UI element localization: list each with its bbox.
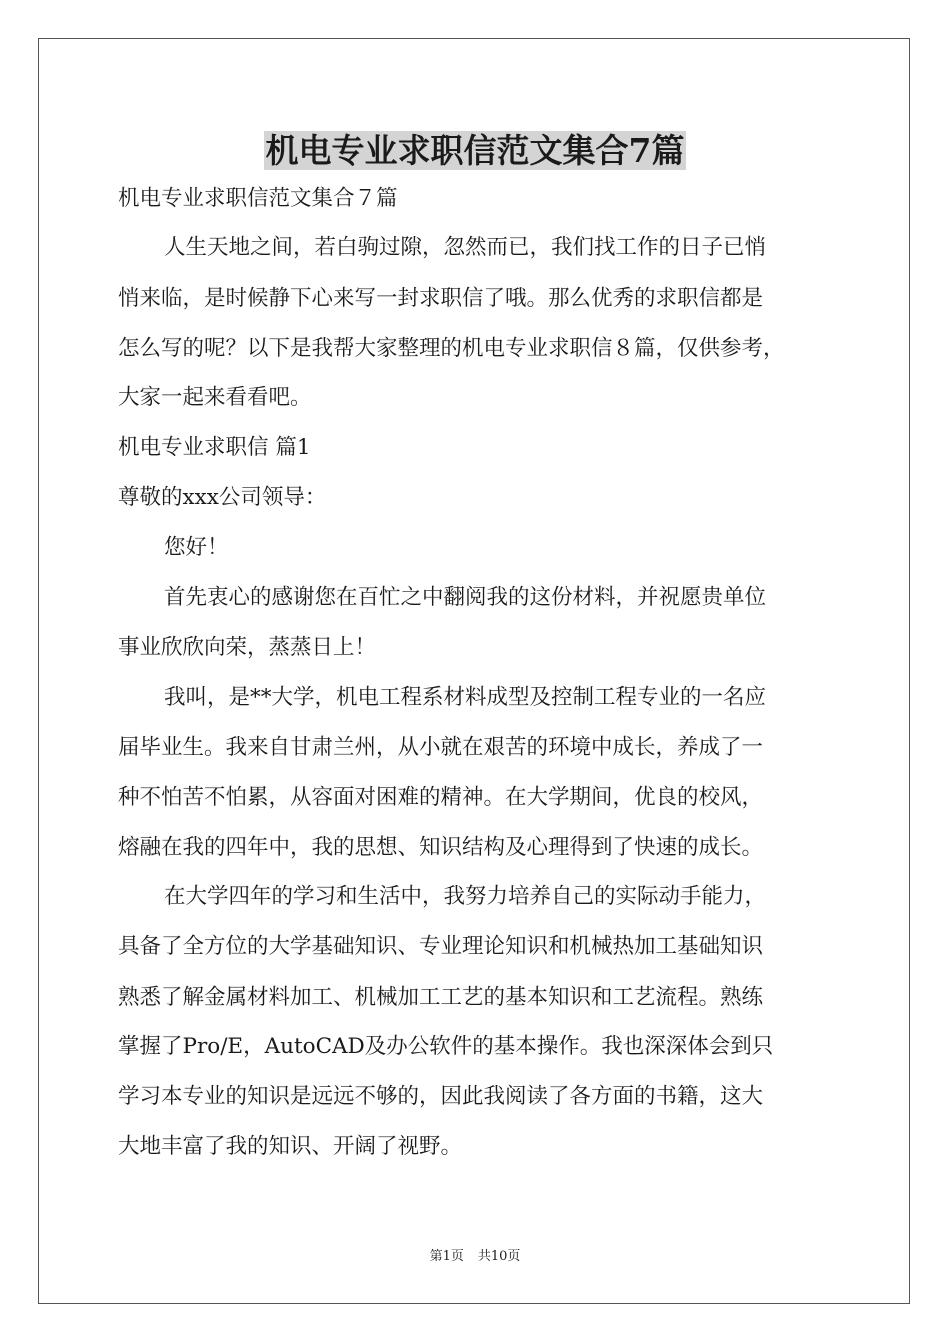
subtitle-line: 机电专业求职信范文集合７篇 [118,186,398,211]
document-title [0,130,950,172]
page-border [38,38,910,1304]
paragraph-line: 熟悉了解金属材料加工、机械加工工艺的基本知识和工艺流程。熟练 [118,985,764,1010]
paragraph-line: 怎么写的呢？以下是我帮大家整理的机电专业求职信８篇，仅供参考， [118,336,785,361]
paragraph-line: 事业欣欣向荣，蒸蒸日上！ [118,635,377,660]
paragraph-line: 大地丰富了我的知识、开阔了视野。 [118,1134,463,1159]
page-footer [0,1248,950,1266]
page-number: 第1页 [429,1249,464,1264]
paragraph-line: 具备了全方位的大学基础知识、专业理论知识和机械热加工基础知识 [118,934,764,959]
page-total: 共10页 [477,1249,521,1264]
section-heading: 机电专业求职信 篇1 [118,435,311,460]
greeting: 您好！ [164,535,229,560]
paragraph-line: 届毕业生。我来自甘肃兰州，从小就在艰苦的环境中成长，养成了一 [118,735,764,760]
paragraph-line: 种不怕苦不怕累，从容面对困难的精神。在大学期间，优良的校风， [118,785,764,810]
title-text: 机电专业求职信范文集合7篇 [265,131,685,170]
paragraph-line: 悄来临，是时候静下心来写一封求职信了哦。那么优秀的求职信都是 [118,286,764,311]
paragraph-line: 在大学四年的学习和生活中，我努力培养自己的实际动手能力， [164,884,767,909]
paragraph-line: 熔融在我的四年中，我的思想、知识结构及心理得到了快速的成长。 [118,835,764,860]
paragraph-line: 首先衷心的感谢您在百忙之中翻阅我的这份材料，并祝愿贵单位 [164,585,767,610]
paragraph-line: 学习本专业的知识是远远不够的，因此我阅读了各方面的书籍，这大 [118,1084,764,1109]
paragraph-line: 掌握了Pro/E，AutoCAD及办公软件的基本操作。我也深深体会到只 [118,1034,774,1059]
paragraph-line: 人生天地之间，若白驹过隙，忽然而已，我们找工作的日子已悄 [164,235,767,260]
paragraph-line: 大家一起来看看吧。 [118,385,312,410]
salutation: 尊敬的xxx公司领导： [118,485,327,510]
paragraph-line: 我叫，是**大学，机电工程系材料成型及控制工程专业的一名应 [164,685,767,710]
